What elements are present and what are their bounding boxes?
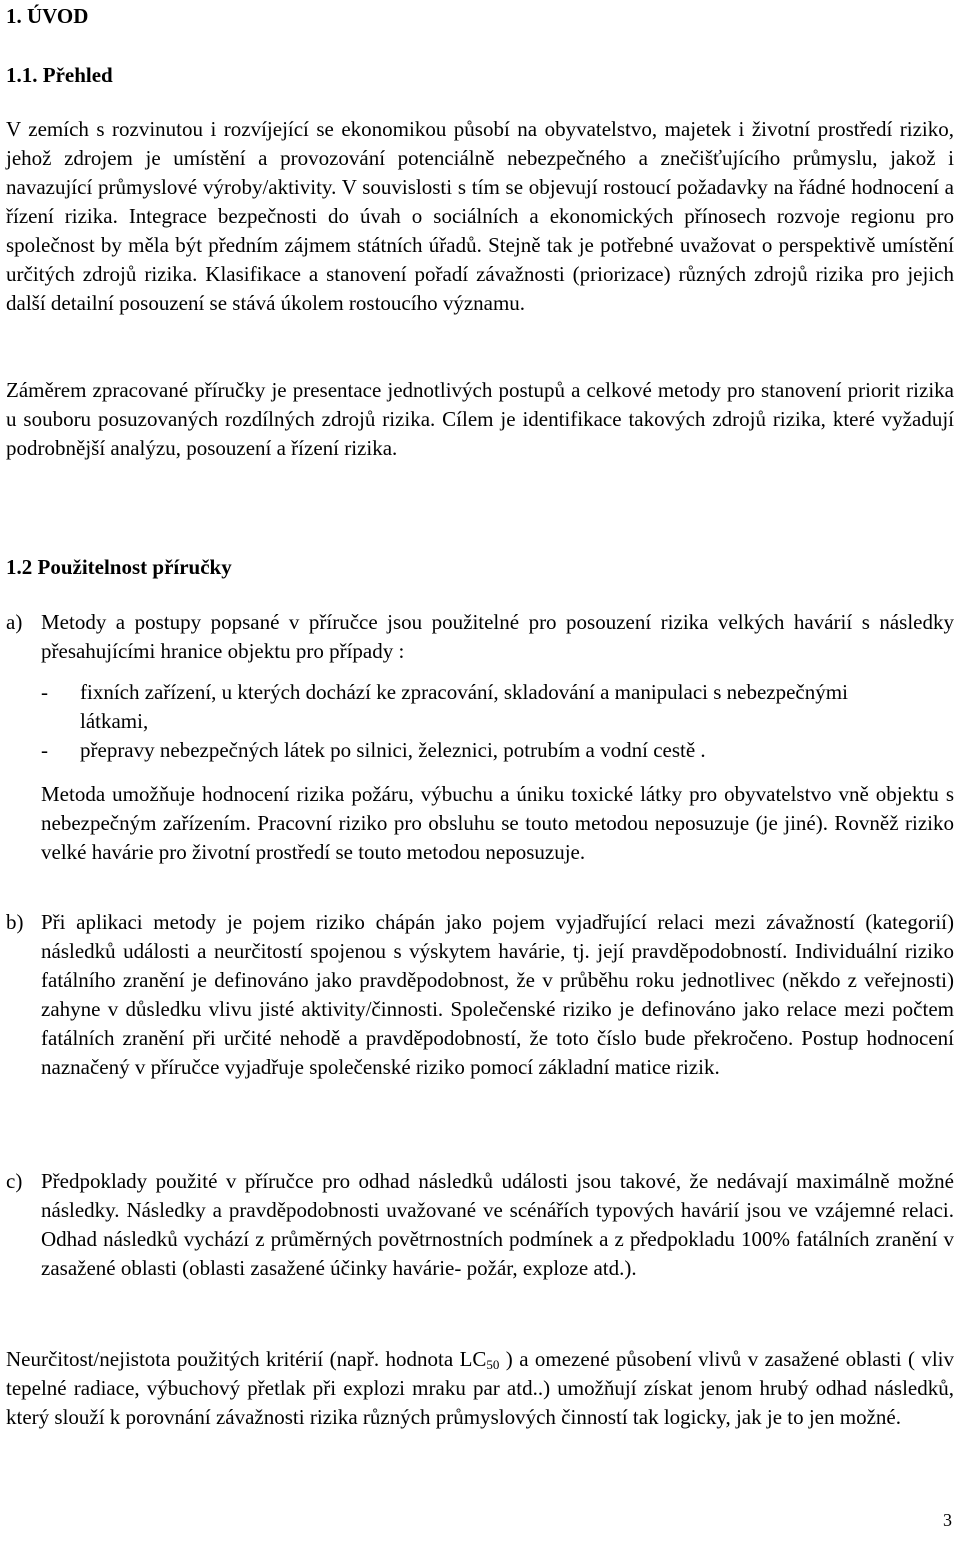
intro-paragraph-1: V zemích s rozvinutou i rozvíjející se ekonomikou působí na obyvatelstvo, majetek i životní prostředí riziko, jehož zdrojem je umístění a provozování potenciálně nebezpečného a znečišťujícího průmyslu, jakož i navazující průmyslové výroby/aktivity. V souvislosti s tím se objevují rostoucí požadavky na řádné hodnocení a řízení rizika. Integrace bezpečnosti do úvah o sociálních a ekonomických přínosech rozvoje regionu pro společnost by měla být předním zájmem státních úřadů. Stejně tak je potřebné uvažovat o perspektivě umístění určitých zdrojů rizika. Klasifikace a stanovení pořadí závažnosti (priorizace) různých zdrojů rizika pro jejich další detailní posouzení se stává úkolem rostoucího významu. xyxy=(6,117,954,315)
bullet-item-2: přepravy nebezpečných látek po silnici, železnici, potrubím a vodní cestě . xyxy=(80,738,706,762)
final-paragraph-start: Neurčitost/nejistota použitých kritérií (např. hodnota LC xyxy=(6,1347,487,1371)
item-c-marker: c) xyxy=(6,1169,23,1193)
section-heading-pouzitelnost: 1.2 Použitelnost příručky xyxy=(6,555,232,579)
final-paragraph-end: ) a omezené působení vlivů v zasažené oblasti ( vliv tepelné radiace, výbuchový přetlak při explozi mraku par atd..) umožňují získat jenom hrubý odhad následků, který slouží k porovnání závažnosti rizika různých průmyslových činností tak logicky, jak je to jen možné. xyxy=(6,1347,955,1429)
item-a-method-paragraph: Metoda umožňuje hodnocení rizika požáru, výbuchu a úniku toxické látky pro obyvatelstvo vně objektu s nebezpečným zařízením. Pracovní riziko pro obsluhu se touto metodou neposuzuje (je jiné). Rovněž riziko velké havárie pro životní prostředí se touto metodou neposuzuje. xyxy=(41,782,954,864)
intro-paragraph-2: Záměrem zpracované příručky je presentace jednotlivých postupů a celkové metody pro stanovení priorit rizika u souboru posuzovaných rozdílných zdrojů rizika. Cílem je identifikace takových zdrojů rizika, které vyžadují podrobnější analýzu, posouzení a řízení rizika. xyxy=(6,378,954,460)
bullet-item-1: fixních zařízení, u kterých dochází ke zpracování, skladování a manipulaci s nebezpečnými látkami, xyxy=(80,680,848,733)
bullet-dash-1: - xyxy=(41,680,48,704)
lc50-subscript: 50 xyxy=(486,1357,500,1372)
section-heading-prehled: 1.1. Přehled xyxy=(6,63,113,87)
item-a-text: Metody a postupy popsané v příručce jsou použitelné pro posouzení rizika velkých havárií s následky přesahujícími hranice objektu pro případy : xyxy=(41,610,954,663)
item-b-text: Při aplikaci metody je pojem riziko chápán jako pojem vyjadřující relaci mezi závažností (kategorií) následků události a neurčitostí spojenou s výskytem havárie, tj. její pravděpodobností. Individuální riziko fatálního zranění je definováno jako pravděpodobnost, že v průběhu roku jednotlivec (někdo z veřejnosti) zahyne v důsledku vlivu jisté aktivity/činnosti. Společenské riziko je definováno jako relace mezi počtem fatálních zranění při určité nehodě a pravděpodobností, že toto číslo bude překročeno. Postup hodnocení naznačený v příručce vyjadřuje společenské riziko pomocí základní matice rizik. xyxy=(41,910,954,1079)
final-paragraph xyxy=(6,1345,954,1432)
item-c-text: Předpoklady použité v příručce pro odhad následků události jsou takové, že nedávají maximálně možné následky. Následky a pravděpodobnosti uvažované ve scénářích typových havárií jsou ve vzájemné relaci. Odhad následků vychází z průměrných povětrnostních podmínek a z předpokladu 100% fatálních zranění v zasažené oblasti (oblasti zasažené účinky havárie- požár, exploze atd.). xyxy=(41,1169,954,1280)
page-number: 3 xyxy=(943,1510,952,1530)
item-a-marker: a) xyxy=(6,610,23,634)
bullet-dash-2: - xyxy=(41,738,48,762)
chapter-heading: 1. ÚVOD xyxy=(6,4,89,28)
item-b-marker: b) xyxy=(6,910,24,934)
